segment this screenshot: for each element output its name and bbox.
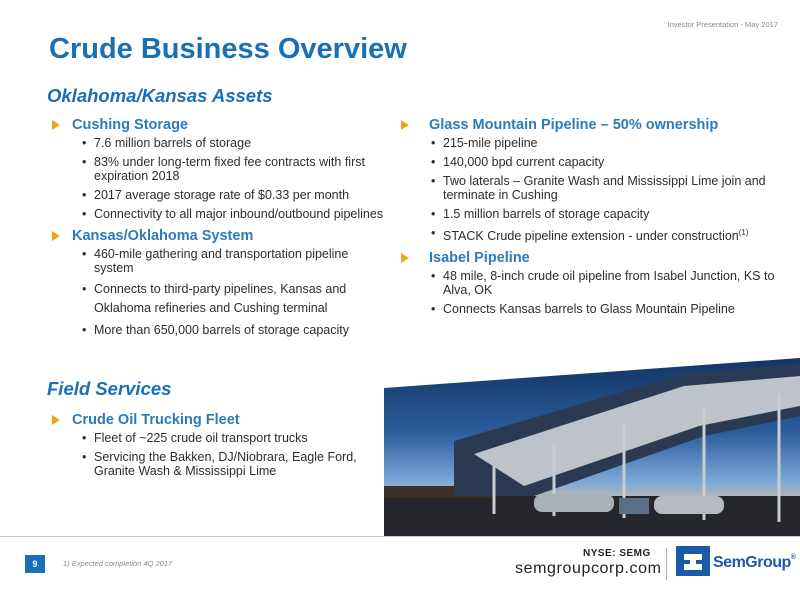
glass-mountain-heading <box>397 116 789 134</box>
orange-triangle-icon <box>52 415 60 425</box>
bullet-item: • Connectivity to all major inbound/outbound pipelines <box>82 207 398 221</box>
isabel-pipeline-heading <box>397 249 789 267</box>
bullet-item: • 48 mile, 8-inch crude oil pipeline from Isabel Junction, KS to Alva, OK <box>431 269 789 297</box>
right-column <box>397 116 789 322</box>
footer-divider <box>0 536 800 537</box>
orange-triangle-icon <box>52 231 60 241</box>
trucking-fleet-heading <box>48 411 378 429</box>
registered-mark: ® <box>790 554 796 561</box>
bullet-item: • Fleet of ~225 crude oil transport trucks <box>82 431 378 445</box>
isabel-pipeline-group <box>397 249 789 316</box>
tanker-truck <box>654 496 724 514</box>
glass-mountain-title: Glass Mountain Pipeline – 50% ownership <box>429 117 719 133</box>
kansas-oklahoma-system-title: Kansas/Oklahoma System <box>72 228 254 244</box>
nyse-ticker: NYSE: SEMG <box>583 548 651 559</box>
cushing-storage-group <box>48 116 398 221</box>
section-heading-field-services: Field Services <box>47 378 172 399</box>
section-heading-oklahoma-kansas: Oklahoma/Kansas Assets <box>47 85 273 106</box>
bullet-item: • 215-mile pipeline <box>431 136 789 150</box>
trucking-fleet-group <box>48 411 378 478</box>
footer-separator <box>666 548 667 580</box>
bullet-item: • Two laterals – Granite Wash and Mississippi Lime join and terminate in Cushing <box>431 174 789 202</box>
bullet-item: • Connects Kansas barrels to Glass Mountain Pipeline <box>431 302 789 316</box>
semgroup-logo-text <box>713 554 795 572</box>
bullet-item: • 2017 average storage rate of $0.33 per month <box>82 188 398 202</box>
logo-wordmark: SemGroup <box>713 554 791 571</box>
glass-mountain-group <box>397 116 789 243</box>
bullet-item: • More than 650,000 barrels of storage capacity <box>82 323 368 337</box>
field-services-column <box>48 411 378 484</box>
cushing-storage-bullets <box>48 136 398 221</box>
kansas-oklahoma-system-heading <box>48 227 398 245</box>
isabel-pipeline-bullets <box>397 269 789 316</box>
cushing-storage-title: Cushing Storage <box>72 117 189 133</box>
footnote: 1) Expected completion 4Q 2017 <box>63 559 173 568</box>
footnote-reference: (1) <box>738 228 749 237</box>
bullet-item: • 460-mile gathering and transportation pipeline system <box>82 247 368 275</box>
orange-triangle-icon <box>52 120 60 130</box>
trucking-fleet-bullets <box>48 431 378 478</box>
cushing-storage-heading <box>48 116 398 134</box>
orange-triangle-icon <box>401 120 409 130</box>
glass-mountain-bullets <box>397 136 789 243</box>
isabel-pipeline-title: Isabel Pipeline <box>429 250 530 267</box>
bullet-item-with-footnote <box>431 226 789 243</box>
kansas-oklahoma-system-group <box>48 227 398 337</box>
truck-terminal-photo <box>384 346 800 536</box>
bullet-item: • 7.6 million barrels of storage <box>82 136 398 150</box>
presentation-header-note: Investor Presentation - May 2017 <box>667 20 778 29</box>
page-number-badge: 9 <box>25 555 45 573</box>
bullet-item: • Servicing the Bakken, DJ/Niobrara, Eagle Ford, Granite Wash & Mississippi Lime <box>82 450 378 478</box>
bullet-item: • 83% under long-term fixed fee contracts with first expiration 2018 <box>82 155 398 183</box>
bullet-text: STACK Crude pipeline extension - under construction <box>443 229 739 244</box>
bullet-item: • 140,000 bpd current capacity <box>431 155 789 169</box>
truck-cab <box>619 498 649 514</box>
orange-triangle-icon <box>401 253 409 263</box>
trucking-fleet-title: Crude Oil Trucking Fleet <box>72 412 240 428</box>
bullet-item: • Connects to third-party pipelines, Kansas and Oklahoma refineries and Cushing terminal <box>82 280 368 318</box>
bullet-item: • 1.5 million barrels of storage capacity <box>431 207 789 221</box>
terminal-canopy-illustration <box>384 346 800 536</box>
tanker-truck <box>534 494 614 512</box>
left-column <box>48 116 398 343</box>
kansas-oklahoma-system-bullets <box>48 247 398 337</box>
page-title: Crude Business Overview <box>49 33 407 65</box>
website-url[interactable]: semgroupcorp.com <box>515 560 662 577</box>
